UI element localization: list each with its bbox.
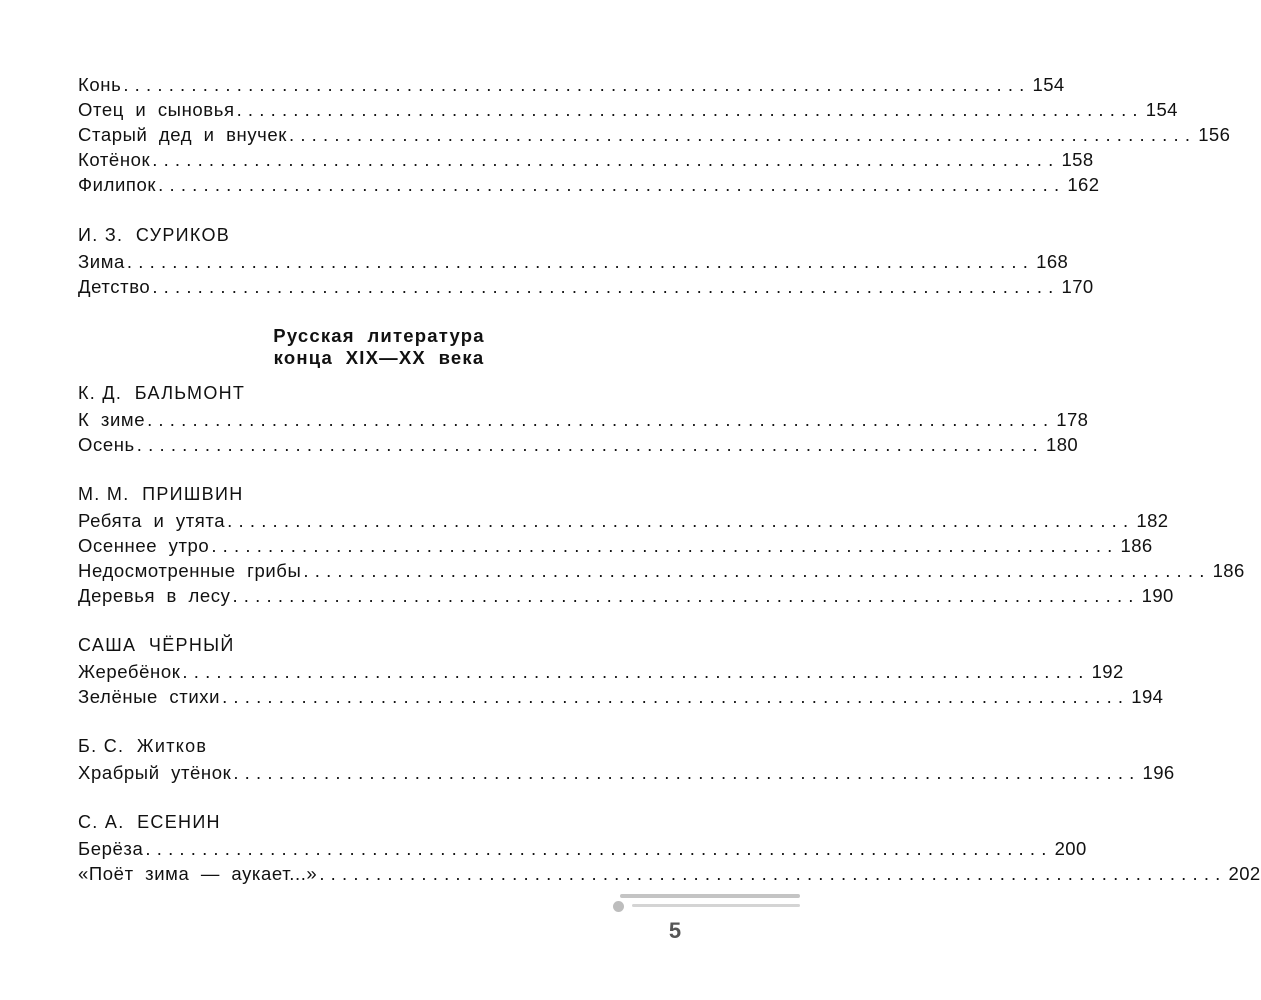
toc-entry[interactable] (78, 531, 1153, 556)
toc-entry[interactable] (78, 834, 1087, 859)
toc-entry[interactable] (78, 556, 1245, 581)
dot-leader: ................................................................................ (182, 660, 1090, 682)
footer-rule (620, 894, 800, 898)
entry-title: Берёза (78, 837, 144, 859)
toc-entry[interactable] (78, 430, 1079, 455)
entry-title: К зиме (78, 408, 146, 430)
entry-title: Храбрый утёнок (78, 761, 232, 783)
toc-entry[interactable] (78, 506, 1169, 531)
dot-leader: ................................................................................ (227, 509, 1135, 531)
section-heading (78, 325, 680, 369)
author-heading: САША ЧЁРНЫЙ (78, 635, 235, 655)
footer-dot (613, 901, 624, 912)
dot-leader: ................................................................................ (303, 559, 1211, 581)
dot-leader: ................................................................................ (136, 433, 1044, 455)
toc-entry[interactable] (78, 581, 1174, 606)
toc-entry[interactable] (78, 70, 1065, 95)
entry-title: Филипок (78, 173, 157, 195)
toc-entry[interactable] (78, 758, 1175, 783)
entry-page: 194 (1131, 685, 1164, 707)
toc-entry[interactable] (78, 170, 1100, 195)
dot-leader: ................................................................................ (233, 761, 1141, 783)
entry-page: 190 (1141, 584, 1174, 606)
toc-entry[interactable] (78, 145, 1094, 170)
dot-leader: ................................................................................ (147, 408, 1055, 430)
toc-entry[interactable] (78, 682, 1164, 707)
entry-page: 186 (1212, 559, 1245, 581)
entry-title: Конь (78, 73, 122, 95)
entry-page: 186 (1120, 534, 1153, 556)
entry-page: 162 (1067, 173, 1100, 195)
dot-leader: ................................................................................ (145, 837, 1053, 859)
dot-leader: ................................................................................ (152, 148, 1060, 170)
section-heading-line: конца XIX—XX века (273, 347, 485, 368)
entry-page: 196 (1142, 761, 1175, 783)
toc-entry[interactable] (78, 657, 1124, 682)
entry-page: 158 (1061, 148, 1094, 170)
toc-entry[interactable] (78, 247, 1069, 272)
entry-page: 178 (1056, 408, 1089, 430)
author-heading: И. З. СУРИКОВ (78, 225, 231, 245)
footer-rule (632, 904, 800, 907)
entry-page: 202 (1228, 862, 1261, 884)
entry-page: 156 (1198, 123, 1231, 145)
author-heading: К. Д. БАЛЬМОНТ (78, 383, 246, 403)
entry-title: Зима (78, 250, 125, 272)
entry-page: 200 (1054, 837, 1087, 859)
dot-leader: ................................................................................ (126, 250, 1035, 272)
entry-page: 154 (1145, 98, 1178, 120)
entry-title: Старый дед и внучек (78, 123, 287, 145)
toc-entry[interactable] (78, 95, 1178, 120)
section-heading-line: Русская литература (273, 325, 485, 346)
author-heading: М. М. ПРИШВИН (78, 484, 244, 504)
entry-title: Зелёные стихи (78, 685, 221, 707)
dot-leader: ................................................................................ (158, 173, 1066, 195)
page-number: 5 (668, 918, 682, 943)
entry-title: «Поёт зима — аукает...» (78, 862, 318, 884)
entry-title: Осень (78, 433, 135, 455)
entry-title: Деревья в лесу (78, 584, 231, 606)
dot-leader: ................................................................................ (222, 685, 1130, 707)
entry-page: 192 (1091, 660, 1124, 682)
entry-title: Жеребёнок (78, 660, 181, 682)
entry-title: Осеннее утро (78, 534, 210, 556)
entry-page: 168 (1036, 250, 1069, 272)
author-heading: С. А. ЕСЕНИН (78, 812, 221, 832)
entry-title: Отец и сыновья (78, 98, 235, 120)
dot-leader: ................................................................................ (289, 123, 1197, 145)
entry-title: Ребята и утята (78, 509, 226, 531)
toc-entry[interactable] (78, 272, 1094, 297)
entry-title: Котёнок (78, 148, 151, 170)
toc-entry[interactable] (78, 859, 1261, 884)
dot-leader: ................................................................................ (236, 98, 1144, 120)
entry-page: 182 (1136, 509, 1169, 531)
entry-title: Недосмотренные грибы (78, 559, 302, 581)
dot-leader: ................................................................................ (211, 534, 1119, 556)
dot-leader: ................................................................................ (152, 275, 1060, 297)
dot-leader: ................................................................................ (319, 862, 1227, 884)
dot-leader: ................................................................................ (123, 73, 1031, 95)
entry-title: Детство (78, 275, 151, 297)
entry-page: 170 (1061, 275, 1094, 297)
entry-page: 154 (1032, 73, 1065, 95)
dot-leader: ................................................................................ (232, 584, 1140, 606)
toc-entry[interactable] (78, 405, 1089, 430)
author-heading: Б. С. Житков (78, 736, 208, 756)
toc-entry[interactable] (78, 120, 1231, 145)
entry-page: 180 (1046, 433, 1079, 455)
